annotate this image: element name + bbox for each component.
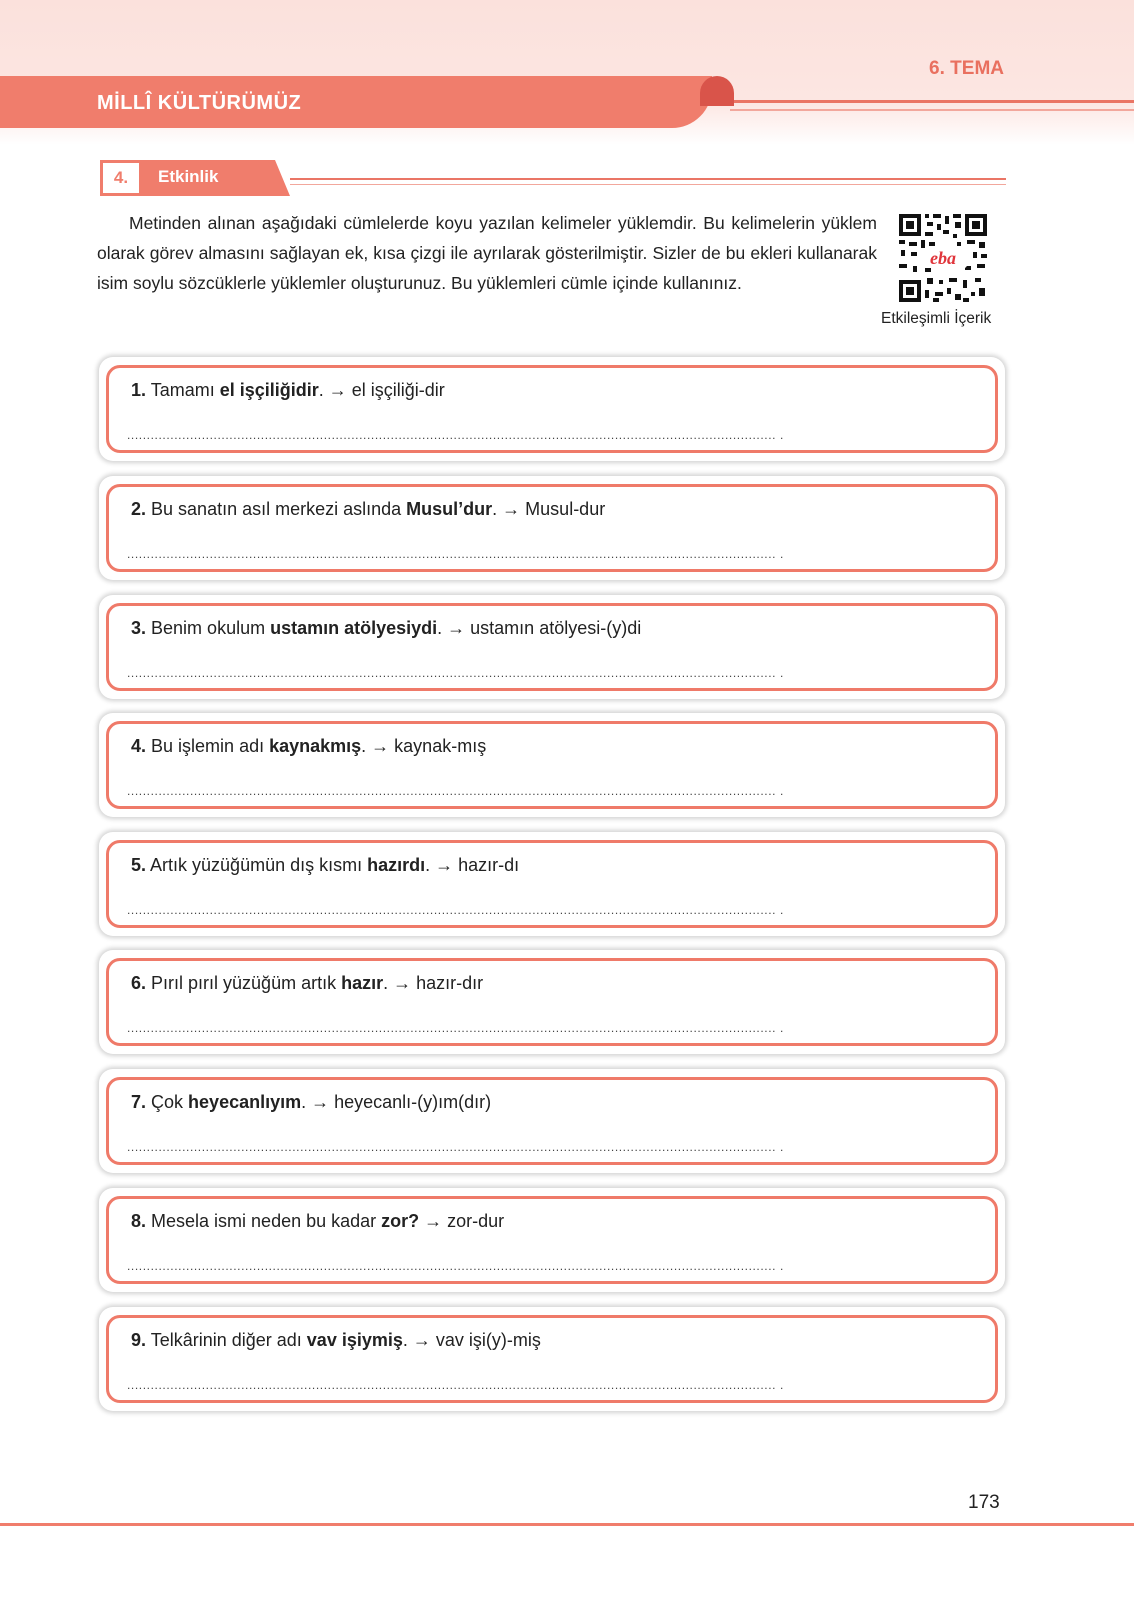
exercise-number: 9.	[131, 1330, 147, 1350]
answer-line[interactable]: ..................................................................................................................................................................... .	[127, 666, 784, 678]
suffix-analysis: . → hazır-dır	[383, 973, 484, 993]
exercise-item	[99, 1307, 1005, 1411]
exercise-sentence	[131, 499, 605, 520]
exercise-number: 6.	[131, 973, 147, 993]
exercise-frame	[106, 603, 998, 691]
sentence-text: Bu sanatın asıl merkezi aslında	[151, 499, 407, 519]
exercise-frame	[106, 365, 998, 453]
sentence-text: Mesela ismi neden bu kadar	[151, 1211, 382, 1231]
exercise-frame	[106, 484, 998, 572]
activity-label: Etkinlik	[158, 167, 219, 186]
qr-caption: Etkileşimli İçerik	[881, 310, 992, 327]
exercise-sentence	[131, 973, 483, 994]
activity-number: 4.	[100, 160, 142, 196]
predicate-word: hazır	[341, 973, 384, 993]
exercise-sentence	[131, 1330, 541, 1351]
footer-rule	[0, 1523, 1134, 1526]
sentence-text: Tamamı	[150, 380, 220, 400]
suffix-analysis: → zor-dur	[419, 1211, 505, 1231]
header-rule	[730, 100, 1134, 103]
exercise-frame	[106, 1315, 998, 1403]
exercise-number: 4.	[131, 736, 147, 756]
eba-logo: eba	[930, 248, 956, 268]
exercise-item	[99, 476, 1005, 580]
header-rule-thin	[730, 109, 1134, 111]
suffix-analysis: . → hazır-dı	[425, 855, 520, 875]
exercise-frame	[106, 1196, 998, 1284]
answer-line[interactable]: ..................................................................................................................................................................... .	[127, 1259, 784, 1271]
exercise-item	[99, 595, 1005, 699]
exercise-sentence	[131, 1211, 504, 1232]
banner-fold	[700, 76, 734, 106]
exercise-number: 2.	[131, 499, 147, 519]
exercise-frame	[106, 958, 998, 1046]
sentence-text: Çok	[151, 1092, 189, 1112]
suffix-analysis: . → el işçiliği-dir	[318, 380, 445, 400]
activity-rule-thin	[290, 184, 1006, 185]
suffix-analysis: . → heyecanlı-(y)ım(dır)	[301, 1092, 492, 1112]
exercise-item	[99, 950, 1005, 1054]
qr-code-icon	[897, 212, 989, 304]
answer-line[interactable]: ..................................................................................................................................................................... .	[127, 1378, 784, 1390]
page-title: MİLLÎ KÜLTÜRÜMÜZ	[97, 92, 302, 114]
sentence-text: Benim okulum	[151, 618, 271, 638]
instructions-text: Metinden alınan aşağıdaki cümlelerde koyu yazılan kelimeler yüklemdir. Bu kelimelerin yüklem olarak görev almasını sağlayan ek, kısa çizgi ile ayrılarak gösterilmiştir. Sizler de bu ekleri kullanarak isim soylu sözcüklerle yüklemler oluşturunuz. Bu yüklemleri cümle içinde kullanınız.	[97, 213, 877, 293]
page-number: 173	[968, 1492, 1000, 1513]
exercise-frame	[106, 721, 998, 809]
predicate-word: zor?	[381, 1211, 420, 1231]
exercise-frame	[106, 1077, 998, 1165]
exercise-number: 7.	[131, 1092, 147, 1112]
exercise-frame	[106, 840, 998, 928]
predicate-word: heyecanlıyım	[188, 1092, 302, 1112]
sentence-text: Pırıl pırıl yüzüğüm artık	[151, 973, 342, 993]
instructions	[97, 208, 877, 298]
sentence-text: Artık yüzüğümün dış kısmı	[150, 855, 368, 875]
predicate-word: kaynakmış	[269, 736, 362, 756]
exercise-sentence	[131, 855, 519, 876]
qr-code[interactable]	[897, 212, 989, 304]
suffix-analysis: . → ustamın atölyesi-(y)di	[437, 618, 642, 638]
exercise-number: 3.	[131, 618, 147, 638]
answer-line[interactable]: ..................................................................................................................................................................... .	[127, 547, 784, 559]
exercise-item	[99, 1069, 1005, 1173]
answer-line[interactable]: ..................................................................................................................................................................... .	[127, 903, 784, 915]
exercise-number: 8.	[131, 1211, 147, 1231]
exercise-item	[99, 832, 1005, 936]
exercise-sentence	[131, 1092, 491, 1113]
theme-label: 6. TEMA	[929, 58, 1004, 79]
suffix-analysis: . → vav işi(y)-miş	[402, 1330, 541, 1350]
predicate-word: ustamın atölyesiydi	[270, 618, 438, 638]
sentence-text: Telkârinin diğer adı	[150, 1330, 307, 1350]
exercise-number: 5.	[131, 855, 147, 875]
answer-line[interactable]: ..................................................................................................................................................................... .	[127, 428, 784, 440]
exercise-number: 1.	[131, 380, 147, 400]
exercise-item	[99, 713, 1005, 817]
exercise-sentence	[131, 736, 486, 757]
suffix-analysis: . → kaynak-mış	[361, 736, 487, 756]
exercise-sentence	[131, 618, 641, 639]
predicate-word: el işçiliğidir	[219, 380, 319, 400]
answer-line[interactable]: ..................................................................................................................................................................... .	[127, 1021, 784, 1033]
activity-rule	[290, 178, 1006, 180]
suffix-analysis: . → Musul-dur	[492, 499, 606, 519]
predicate-word: Musul’dur	[406, 499, 493, 519]
exercise-item	[99, 1188, 1005, 1292]
exercise-sentence	[131, 380, 445, 401]
answer-line[interactable]: ..................................................................................................................................................................... .	[127, 784, 784, 796]
predicate-word: hazırdı	[367, 855, 426, 875]
exercise-item	[99, 357, 1005, 461]
predicate-word: vav işiymiş	[306, 1330, 403, 1350]
sentence-text: Bu işlemin adı	[151, 736, 270, 756]
answer-line[interactable]: ..................................................................................................................................................................... .	[127, 1140, 784, 1152]
